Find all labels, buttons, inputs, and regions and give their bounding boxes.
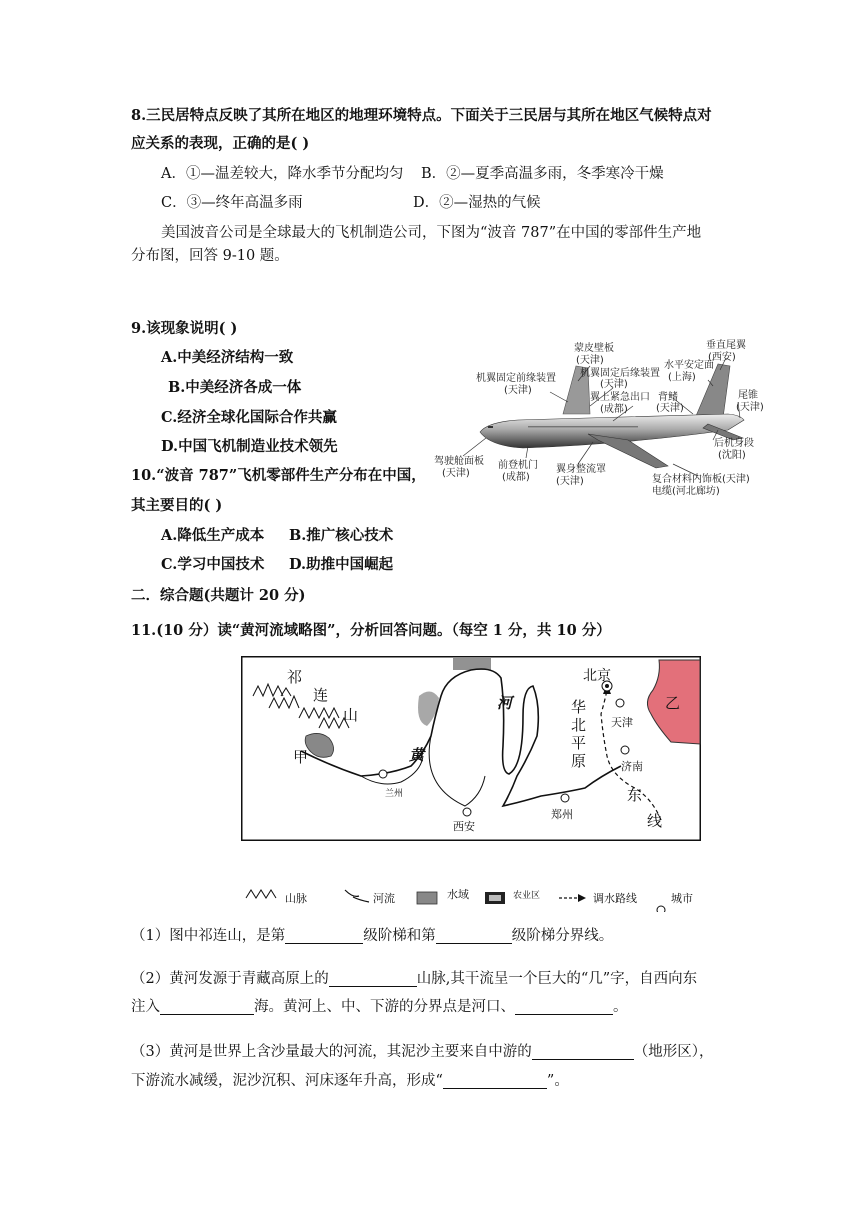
label-dorsal-fin: 背鳍 xyxy=(658,392,678,403)
q11-part3-text-d: ”。 xyxy=(546,1073,569,1089)
legend-route: 调水路线 xyxy=(593,892,637,905)
answer-blank-3[interactable] xyxy=(329,970,417,987)
q11-part2-text-e: 。 xyxy=(613,999,628,1015)
boeing-787-figure xyxy=(428,336,778,496)
q11-part2-text-d: 海。黄河上、中、下游的分界点是河口、 xyxy=(254,999,515,1015)
q10-option-a: A.降低生产成本 xyxy=(161,527,265,544)
q11-part2-text-b: 山脉,其干流呈一个巨大的“几”字，自西向东 xyxy=(416,971,698,987)
label-emergency-exit: 翼上紧急出口 xyxy=(590,392,650,403)
label-vertical-tail: 垂直尾翼 xyxy=(706,340,746,351)
map-label-shan: 山 xyxy=(343,706,359,724)
map-label-yuan: 原 xyxy=(571,752,587,770)
label-tail-cone: 尾锥 xyxy=(738,390,758,401)
legend-river-icon xyxy=(345,890,369,902)
label-horizontal-stabilizer: 水平安定面 xyxy=(664,360,714,371)
q8-stem-line2: 应关系的表现，正确的是( ) xyxy=(131,135,310,152)
section2-title: 二．综合题(共题计 20 分) xyxy=(131,587,306,604)
label-leading-edge-place: (天津) xyxy=(504,385,532,396)
map-label-dong: 东 xyxy=(627,786,643,804)
answer-blank-6[interactable] xyxy=(532,1043,634,1060)
legend-city-icon xyxy=(657,906,665,912)
map-label-lian: 连 xyxy=(313,686,329,704)
map-label-xian-line: 线 xyxy=(647,812,663,830)
map-label-beijing: 北京 xyxy=(583,668,611,684)
legend-water: 水域 xyxy=(447,888,469,901)
label-trailing-edge-place: (天津) xyxy=(600,379,628,390)
label-front-door: 前登机门 xyxy=(498,460,538,471)
map-label-yi: 乙 xyxy=(665,694,681,712)
label-wing-body-fairing: 翼身整流罩 xyxy=(556,464,606,475)
label-dorsal-fin-place: (天津) xyxy=(656,403,684,414)
q9-stem: 9.该现象说明( ) xyxy=(131,320,238,337)
city-lanzhou-marker xyxy=(379,770,387,778)
legend-farm: 农业区 xyxy=(513,891,541,901)
q11-part3-text-c: 下游流水减缓，泥沙沉积、河床逐年升高，形成“ xyxy=(131,1073,443,1089)
q11-part1-text-a: （1）图中祁连山，是第 xyxy=(131,928,286,944)
q8-option-a: A．①—温差较大，降水季节分配均匀 xyxy=(161,166,404,182)
answer-blank-1[interactable] xyxy=(285,927,363,944)
q11-part3-line2 xyxy=(131,1071,569,1091)
q11-part1-text-c: 级阶梯分界线。 xyxy=(511,928,614,944)
q10-stem-line2: 其主要目的( ) xyxy=(131,497,223,514)
label-tail-cone-place: (天津) xyxy=(736,402,764,413)
map-label-ping: 平 xyxy=(571,734,587,752)
map-label-huang: 黄 xyxy=(409,746,425,764)
map-label-jinan: 济南 xyxy=(621,760,643,773)
map-label-qi: 祁 xyxy=(287,668,303,686)
q11-part1 xyxy=(131,926,613,946)
label-cockpit-panel: 驾驶舱面板 xyxy=(434,456,484,467)
q11-part3-text-a: （3）黄河是世界上含沙量最大的河流，其泥沙主要来自中游的 xyxy=(131,1044,532,1060)
label-leading-edge: 机翼固定前缘装置 xyxy=(476,373,556,384)
q11-part2-line1 xyxy=(131,969,697,989)
city-tianjin-marker xyxy=(616,699,624,707)
q10-option-d: D.助推中国崛起 xyxy=(289,556,394,573)
legend-water-icon xyxy=(417,892,437,904)
city-jinan-marker xyxy=(621,746,629,754)
map-label-hua: 华 xyxy=(571,698,587,716)
q11-part2-text-a: （2）黄河发源于青藏高原上的 xyxy=(131,971,329,987)
map-label-lanzhou: 兰州 xyxy=(385,789,404,799)
q9-option-c: C.经济全球化国际合作共赢 xyxy=(161,409,337,426)
answer-blank-2[interactable] xyxy=(436,927,512,944)
label-aft-fuselage: 后机身段 xyxy=(714,438,754,449)
map-label-tianjin: 天津 xyxy=(611,716,633,729)
legend-mountain-icon xyxy=(246,890,276,898)
answer-blank-5[interactable] xyxy=(515,998,613,1015)
label-aft-fuselage-place: (沈阳) xyxy=(718,450,746,461)
legend-mountain: 山脉 xyxy=(285,892,307,905)
legend-route-icon xyxy=(578,894,586,902)
label-cable: 电缆(河北廊坊) xyxy=(652,486,720,496)
farm-area-hetao xyxy=(453,658,491,670)
label-skin-panel: 蒙皮壁板 xyxy=(574,343,614,354)
yellow-river-map xyxy=(241,656,701,842)
map-label-zhengzhou: 郑州 xyxy=(551,808,573,821)
map-label-he: 河 xyxy=(497,694,513,712)
q11-part2-line2 xyxy=(131,997,628,1017)
q9-option-a: A.中美经济结构一致 xyxy=(161,349,294,366)
q8-option-c: C．③—终年高温多雨 xyxy=(161,195,303,211)
legend-city: 城市 xyxy=(671,892,693,905)
map-label-jia: 甲 xyxy=(293,748,309,766)
map-legend xyxy=(241,884,701,912)
label-composite-interior: 复合材料内饰板(天津) xyxy=(652,474,750,485)
q11-part2-text-c: 注入 xyxy=(131,999,160,1015)
answer-blank-7[interactable] xyxy=(443,1072,547,1089)
label-emergency-exit-place: (成都) xyxy=(600,404,628,415)
map-label-bei: 北 xyxy=(571,716,587,734)
q9-option-d: D.中国飞机制造业技术领先 xyxy=(161,438,338,455)
label-wing-body-fairing-place: (天津) xyxy=(556,476,584,487)
city-xian-marker xyxy=(463,808,471,816)
map-label-xian: 西安 xyxy=(453,820,475,833)
intro-line1: 美国波音公司是全球最大的飞机制造公司，下图为“波音 787”在中国的零部件生产地 xyxy=(161,225,702,241)
label-horizontal-stabilizer-place: (上海) xyxy=(668,372,696,383)
label-trailing-edge: 机翼固定后缘装置 xyxy=(580,368,660,379)
label-cockpit-panel-place: (天津) xyxy=(442,468,470,479)
label-skin-panel-place: (天津) xyxy=(576,355,604,366)
q11-part1-text-b: 级阶梯和第 xyxy=(363,928,436,944)
q8-option-d: D．②—湿热的气候 xyxy=(413,195,541,211)
q10-option-b: B.推广核心技术 xyxy=(289,527,394,544)
label-vertical-tail-place: (西安) xyxy=(708,352,736,363)
answer-blank-4[interactable] xyxy=(160,998,254,1015)
intro-line2: 分布图，回答 9-10 题。 xyxy=(131,248,289,264)
q8-option-b: B．②—夏季高温多雨，冬季寒冷干燥 xyxy=(421,166,664,182)
q11-part3-text-b: （地形区）， xyxy=(633,1044,714,1060)
q9-option-b: B.中美经济各成一体 xyxy=(168,379,302,396)
q8-stem-line1: 8.三民居特点反映了其所在地区的地理环境特点。下面关于三民居与其所在地区气候特点对 xyxy=(131,107,712,124)
legend-river: 河流 xyxy=(373,892,395,905)
q10-stem-line1: 10.“波音 787”飞机零部件生产分布在中国， xyxy=(131,467,426,484)
q10-option-c: C.学习中国技术 xyxy=(161,556,265,573)
q11-part3-line1 xyxy=(131,1042,713,1062)
q11-stem: 11.(10 分）读“黄河流域略图”，分析回答问题。（每空 1 分，共 10 分） xyxy=(131,622,611,639)
label-front-door-place: (成都) xyxy=(502,472,530,483)
city-zhengzhou-marker xyxy=(561,794,569,802)
